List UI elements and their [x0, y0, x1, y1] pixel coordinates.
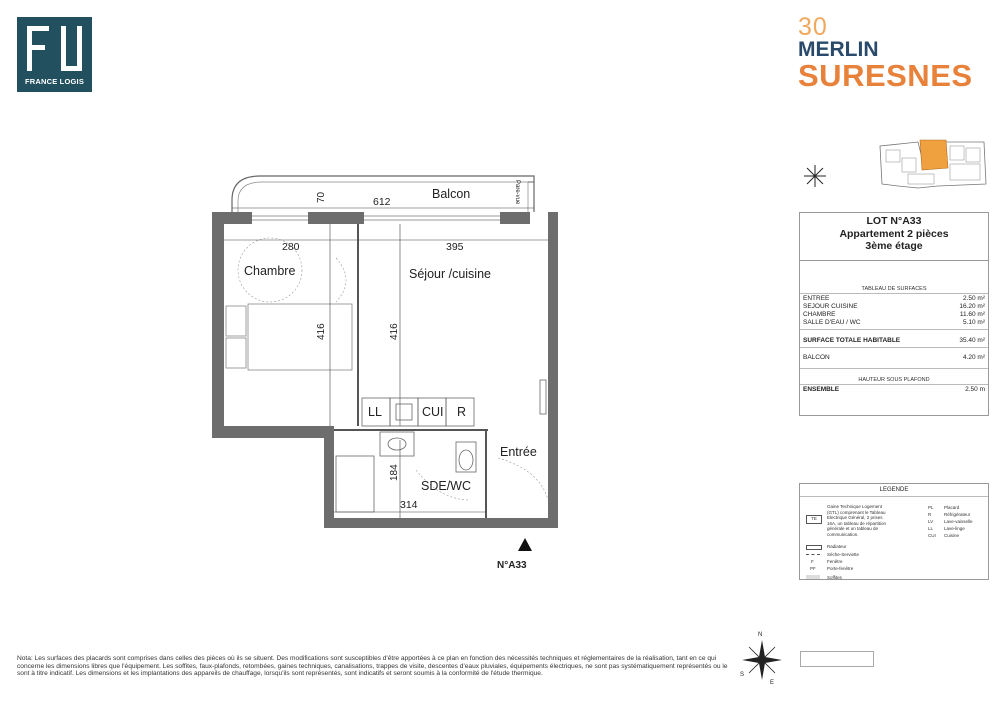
title-block-stamp	[800, 651, 874, 667]
surface-total-row: SURFACE TOTALE HABITABLE 35.40 m²	[803, 337, 985, 344]
logo-text: FRANCE LOGIS	[24, 77, 85, 86]
surface-row: SEJOUR CUISINE 16.20 m²	[803, 303, 985, 310]
brand-street: MERLIN	[798, 38, 879, 61]
lot-title: LOT N°A33	[866, 215, 922, 227]
dim-184: 184	[389, 464, 400, 481]
compass-s: S	[740, 672, 745, 678]
lot-floor: 3ème étage	[865, 240, 923, 252]
lot-pointer-icon	[518, 538, 532, 551]
hauteur-title: HAUTEUR SOUS PLAFOND	[858, 377, 930, 383]
room-sde: SDE/WC	[421, 479, 471, 493]
brand-number: 30	[798, 13, 828, 41]
kitchen-ll: LL	[368, 405, 382, 419]
gtl-symbol: TE	[806, 515, 822, 524]
legend-panel: LEGENDE TE Gaine Technique Logement (GTL) comprenant le Tableau Electrique Général, 2 prises 16A, un tableau de répartition générale et un tableau de communication. Radiateur Sèche-Serviette F Fenêtre PF Porte-fenêtre Soffites PL Placard R Réfrigérateur LV Lave-vaisselle LL Lave-linge CUI Cuisine	[799, 483, 989, 580]
kitchen-r: R	[457, 405, 467, 419]
dim-395: 395	[446, 241, 464, 253]
lot-header	[800, 213, 988, 261]
dim-612: 612	[373, 196, 391, 208]
disclaimer-note: Nota: Les surfaces des placards sont comprises dans celles des pièces où ils se situent. Des modifications sont susceptibles d'être apportées à ce plan en fonction des nécessités techniques et réglementaires de la réalisation, tant en ce qui concerne les dimensions libres que l'équipement. Les soffites, faux-plafonds, retombées, gaines techniques, canalisations, trappes de visite, descentes d'eaux pluviales, équipements électriques, ne sont pas systématiquement représentés ou le sont à titre indicatif. Les dimensions et les implantations des appareils de chauffage, lorsqu'ils sont représentés, sont indicatifs et seront soumis à la conformité de l'étude thermique.	[17, 655, 728, 678]
garde-corps-label: Pare-vue	[514, 180, 520, 205]
gtl-text: Gaine Technique Logement (GTL) comprenant le Tableau Electrique Général, 2 prises 16A, un tableau de répartition générale et un tableau de communication.	[827, 504, 887, 537]
ensemble-row: ENSEMBLE 2.50 m	[803, 386, 985, 393]
surface-row: CHAMBRE 11.60 m²	[803, 311, 985, 318]
dim-416-b: 416	[389, 323, 400, 340]
lot-type: Appartement 2 pièces	[839, 227, 949, 240]
kitchen-cui: CUI	[422, 405, 444, 419]
compass-e: E	[770, 680, 775, 686]
balcon-row: BALCON 4.20 m²	[803, 354, 985, 361]
surface-table-title: TABLEAU DE SURFACES	[861, 286, 927, 292]
compass-n: N	[758, 632, 763, 638]
compass-rose-icon	[742, 640, 782, 680]
dim-70: 70	[316, 191, 327, 203]
brand-city: SURESNES	[798, 58, 973, 93]
dim-314: 314	[400, 499, 418, 511]
surface-row: ENTREE 2.50 m²	[803, 295, 985, 302]
lot-label: N°A33	[497, 560, 527, 571]
room-balcon: Balcon	[432, 187, 471, 201]
bed	[226, 304, 352, 370]
room-entree: Entrée	[500, 445, 537, 459]
dim-416-a: 416	[316, 323, 327, 340]
legend-title: LEGENDE	[879, 487, 909, 493]
lot-surface-panel	[799, 212, 989, 416]
surface-row: SALLE D'EAU / WC 5.10 m²	[803, 319, 985, 326]
dim-280: 280	[282, 241, 300, 253]
room-chambre: Chambre	[244, 264, 296, 278]
room-sejour: Séjour /cuisine	[409, 267, 491, 281]
